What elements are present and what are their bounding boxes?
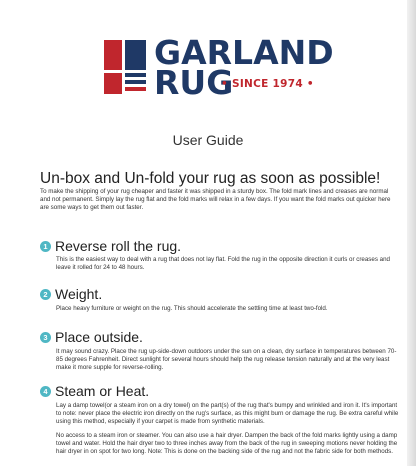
step-4-body-2: No access to a steam iron or steamer. You can also use a hair dryer. Dampen the back of the fold marks lightly using a damp towel and water. Hold the hair dryer two to three inches away from the back of the rug in sweeping motions never holding the hair dryer in on spot for two long. Note: This is done on the backing side of the rug and not the fabric side for both methods. xyxy=(56,432,398,456)
page-edge xyxy=(407,0,416,466)
step-title: Steam or Heat. xyxy=(55,383,150,399)
step-4-heading xyxy=(40,383,149,399)
garland-rug-logo xyxy=(104,33,334,102)
main-heading: Un-box and Un-fold your rug as soon as possible! xyxy=(40,170,381,187)
step-3-heading xyxy=(40,329,143,345)
step-3-body: It may sound crazy. Place the rug up-side-down outdoors under the sun on a clean, dry surface in temperatures between 70-85 degrees Fahrenheit. Direct sunlight for several hours should help the rug release tension naturally and at the very least make it more supple for reverse-rolling. xyxy=(56,348,397,372)
step-1-heading xyxy=(40,238,181,254)
step-4-body: Lay a damp towel(or a steam iron on a dry towel) on the part(s) of the rug that's bumpy and wrinkled and iron it. It's important to note: never place the electric iron directly on the rug's surface, as this might burn or damage the rug. Be extra careful while using this method, especially if your carpet is made from synthetic materials. xyxy=(56,402,399,426)
brand-name-line2: RUG xyxy=(154,63,234,102)
step-1-body: This is the easiest way to deal with a rug that does not lay flat. Fold the rug in the opposite direction it curls or creases and leave it rolled for 24 to 48 hours. xyxy=(56,256,390,272)
step-number-badge: 4 xyxy=(40,386,51,397)
step-number-badge: 1 xyxy=(40,241,51,252)
brand-since: • SINCE 1974 • xyxy=(221,78,314,90)
step-title: Reverse roll the rug. xyxy=(55,238,182,254)
brand-name-line1: GARLAND xyxy=(154,33,334,72)
step-number-badge: 2 xyxy=(40,289,51,300)
logo-mark-icon xyxy=(104,40,146,94)
document-title: User Guide xyxy=(172,132,244,148)
step-2-heading xyxy=(40,286,102,302)
step-title: Weight. xyxy=(55,286,103,302)
step-number-badge: 3 xyxy=(40,332,51,343)
intro-paragraph: To make the shipping of your rug cheaper and faster it was shipped in a sturdy box. The fold mark lines and creases are normal and not permanent. Simply lay the rug flat and the fold marks will relax in a few days. If you want the fold marks out quicker here are some ways to get them out faster. xyxy=(40,188,391,212)
step-title: Place outside. xyxy=(55,329,143,345)
step-2-body: Place heavy furniture or weight on the rug. This should accelerate the settling time at least two-fold. xyxy=(56,305,328,312)
